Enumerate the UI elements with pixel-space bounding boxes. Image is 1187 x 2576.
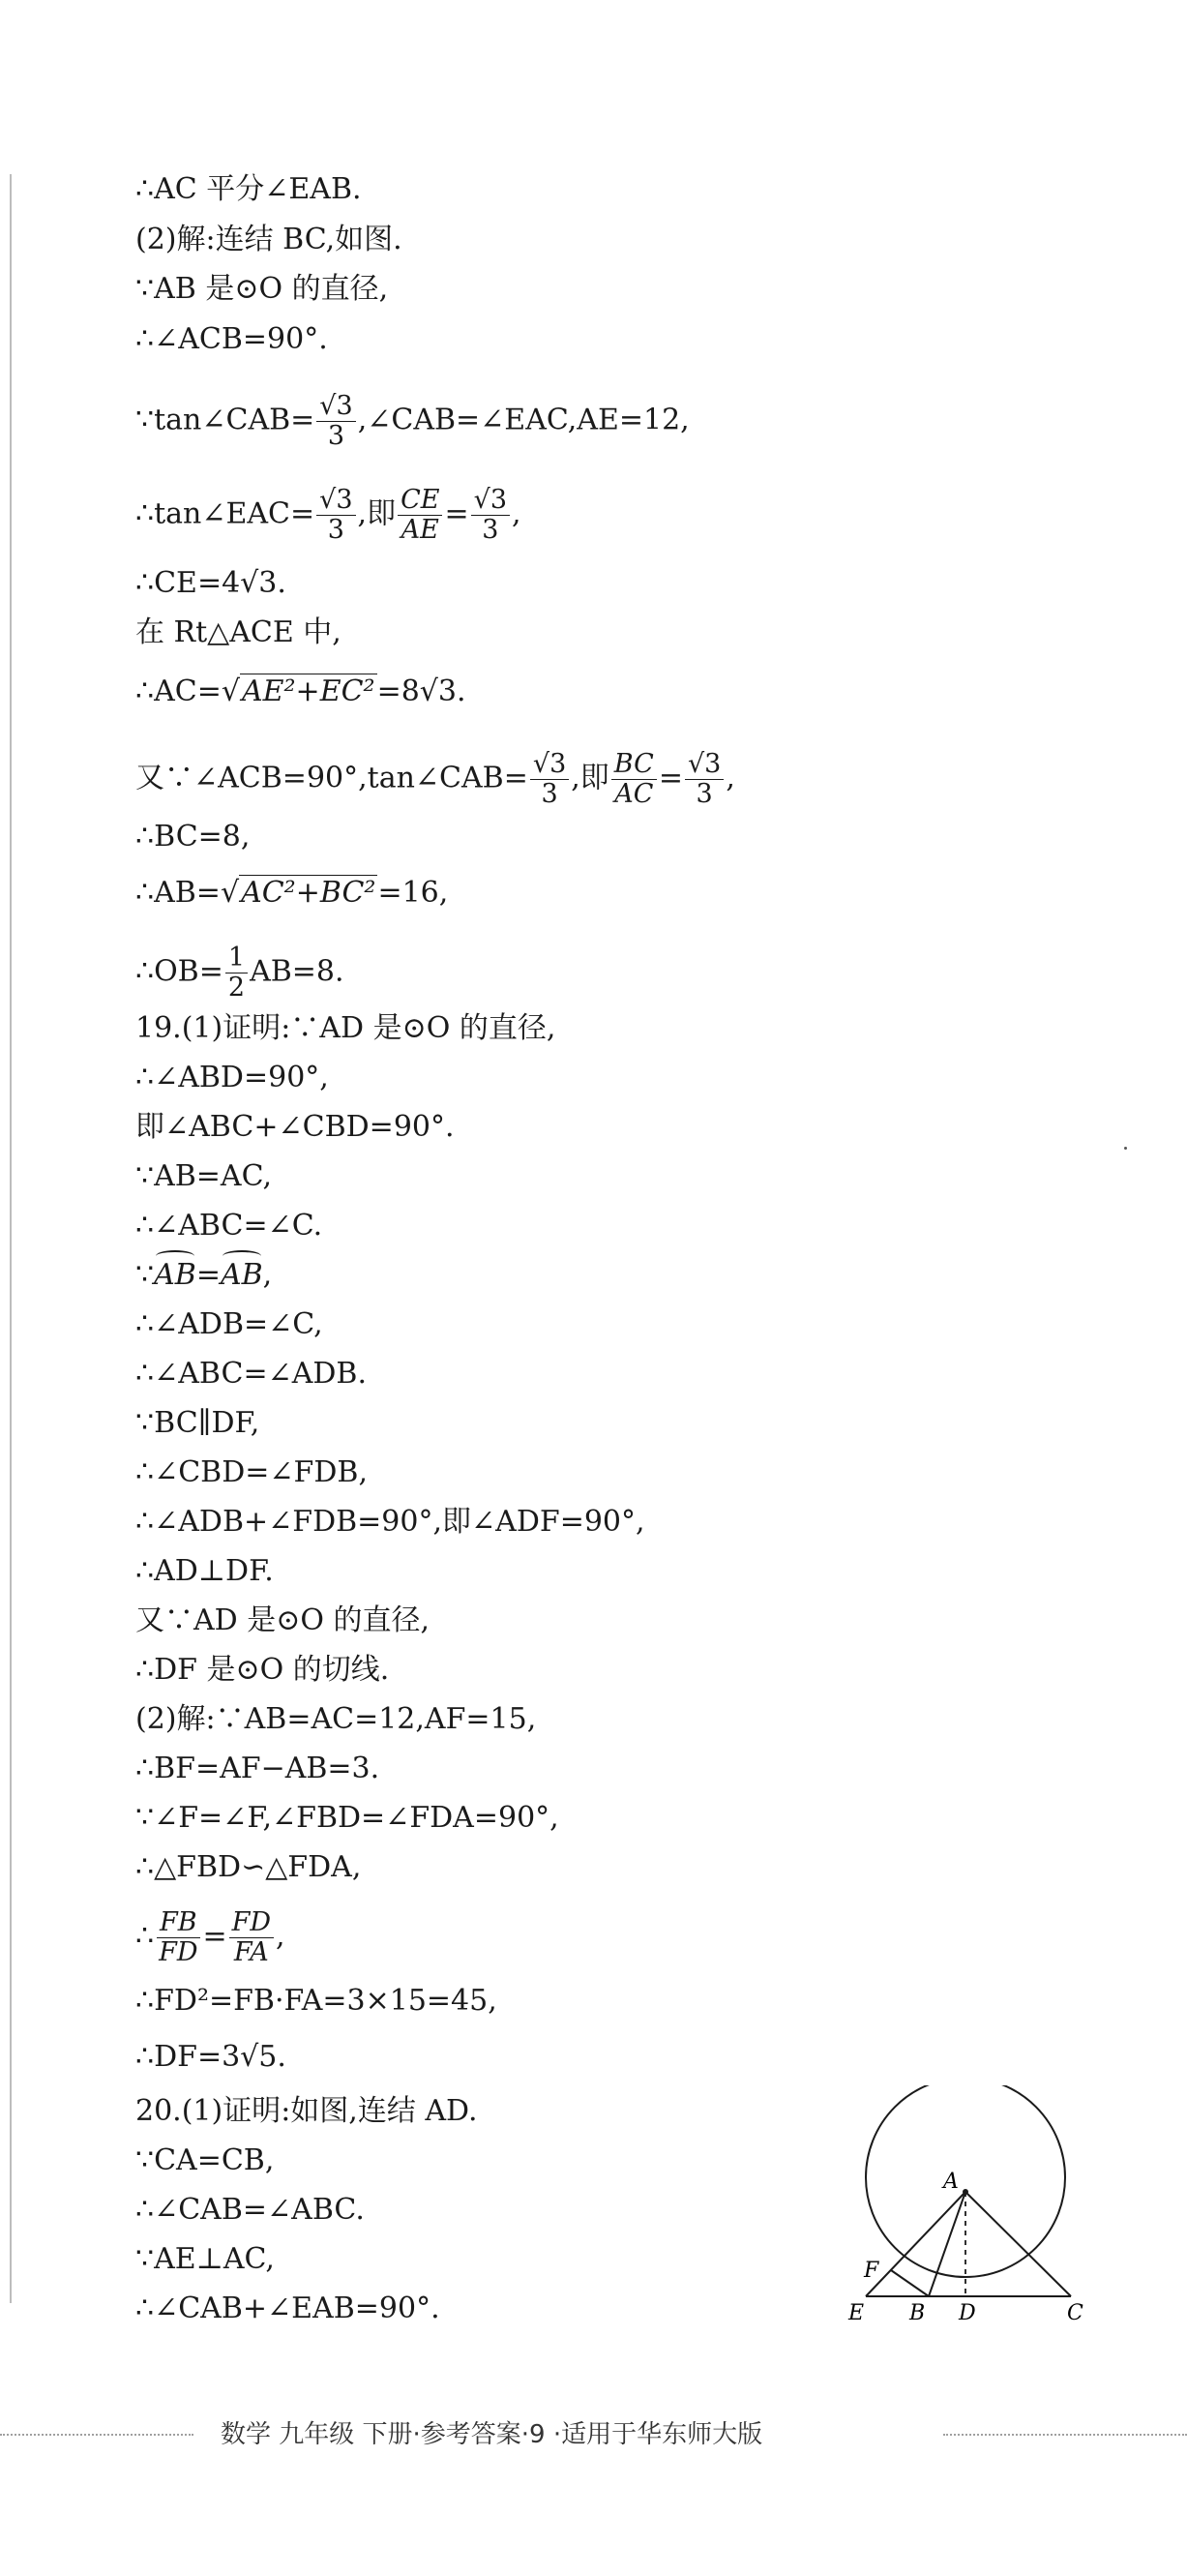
text-line: ∴∠ABD=90°,	[135, 1061, 329, 1094]
circle-o	[866, 2085, 1065, 2277]
footer-text: 数学 九年级 下册·参考答案·9 ·适用于华东师大版	[221, 2420, 763, 2449]
label-a: A	[943, 2170, 959, 2194]
text-line: (2)解:连结 BC,如图.	[135, 223, 402, 256]
text-line: ∴∠ABC=∠C.	[135, 1209, 323, 1243]
text-line	[135, 392, 690, 451]
fraction-numerator: CE	[398, 486, 442, 516]
text-line: ∴BC=8,	[135, 820, 251, 854]
text-line: 在 Rt△ACE 中,	[135, 615, 341, 649]
text-line: ∴AC 平分∠EAB.	[135, 172, 362, 206]
label-f: F	[864, 2259, 879, 2283]
text-line: ∴∠ABC=∠ADB.	[135, 1357, 368, 1391]
label-c: C	[1067, 2301, 1083, 2325]
text-line: ∴∠ADB=∠C,	[135, 1307, 323, 1341]
text-line: ∴∠CBD=∠FDB,	[135, 1455, 368, 1489]
fraction-denominator: FA	[233, 1937, 269, 1967]
text-segment: ∴tan∠EAC=	[135, 496, 315, 531]
text-line: 19.(1)证明:∵AD 是⊙O 的直径,	[135, 1011, 556, 1045]
text-line: (2)解:∵AB=AC=12,AF=15,	[135, 1702, 537, 1736]
text-line	[135, 1258, 272, 1293]
text-line: ∵AE⊥AC,	[135, 2242, 275, 2276]
fraction	[611, 750, 657, 809]
text-segment: ∴	[135, 1919, 155, 1954]
text-line: 20.(1)证明:如图,连结 AD.	[135, 2094, 478, 2128]
text-line: ∴BF=AF−AB=3.	[135, 1752, 380, 1785]
text-segment: =	[202, 1919, 227, 1954]
fraction	[685, 750, 724, 809]
segment-ac	[965, 2192, 1071, 2296]
text-segment: =16,	[377, 876, 449, 910]
fraction-numerator: BC	[611, 750, 657, 780]
fraction	[398, 486, 442, 545]
text-segment: ∴OB=	[135, 954, 223, 989]
square-root: √AC²+BC²	[220, 876, 376, 910]
fraction-denominator: 3	[327, 421, 345, 451]
label-e: E	[848, 2301, 865, 2325]
text-segment: ,即	[571, 761, 609, 795]
text-line: ∴DF 是⊙O 的切线.	[135, 1653, 390, 1687]
text-line: 又∵∠ACB=90°,tan∠CAB= $\frac{√3}{3}$ ,即 $\frac{BC}{AC}$ = $\frac{√3}{3}$ ,	[135, 749, 735, 809]
fraction	[225, 944, 248, 1003]
text-line: ∵AB 是⊙O 的直径,	[135, 272, 389, 306]
text-line	[135, 876, 448, 911]
fraction	[316, 392, 355, 451]
square-root: √AE²+EC²	[221, 674, 375, 708]
point-a-dot	[963, 2189, 968, 2195]
fraction-numerator: √3	[530, 750, 569, 780]
fraction	[530, 750, 569, 809]
fraction	[316, 486, 355, 545]
text-segment: ∴AB=	[135, 876, 221, 910]
segment-ab	[929, 2192, 965, 2296]
fraction-denominator: 3	[696, 779, 713, 809]
geometry-figure	[846, 2085, 1098, 2327]
speck-mark	[1124, 1147, 1127, 1150]
fraction	[471, 486, 510, 545]
fraction-numerator: 1	[225, 944, 248, 973]
text-line	[135, 674, 466, 709]
text-segment: ,∠CAB=∠EAC,AE=12,	[357, 403, 690, 437]
text-line: 即∠ABC+∠CBD=90°.	[135, 1110, 455, 1144]
text-segment: ∵tan∠CAB=	[135, 403, 315, 437]
text-segment: ,	[262, 1258, 273, 1292]
text-line: ∴∠ADB+∠FDB=90°,即∠ADF=90°,	[135, 1505, 645, 1539]
text-line: ∵∠F=∠F,∠FBD=∠FDA=90°,	[135, 1801, 559, 1835]
text-line: ∴AD⊥DF.	[135, 1554, 274, 1588]
radicand: AC²+BC²	[241, 876, 376, 910]
footer-divider-left	[0, 2434, 193, 2436]
text-line: ∴DF=3√5.	[135, 2040, 286, 2074]
fraction-denominator: 3	[541, 779, 558, 809]
text-segment: AB=8.	[250, 954, 344, 989]
radicand: AE²+EC²	[241, 674, 375, 708]
arc-ab: AB	[220, 1258, 263, 1292]
text-line: ∴∠CAB=∠ABC.	[135, 2193, 365, 2227]
fraction-denominator: AE	[401, 515, 439, 545]
text-segment: ,	[726, 761, 735, 795]
text-line: ∵BC∥DF,	[135, 1406, 260, 1440]
segment-ae	[866, 2192, 965, 2296]
page-footer	[0, 2414, 1187, 2453]
fraction-denominator: 2	[227, 973, 246, 1003]
text-line: 又∵AD 是⊙O 的直径,	[135, 1603, 430, 1637]
fraction-numerator: √3	[316, 392, 355, 422]
fraction-numerator: FD	[229, 1908, 274, 1938]
text-line: ∴tan∠EAC= $\frac{√3}{3}$ ,即 $\frac{CE}{AE}$ = $\frac{√3}{3}$ ,	[135, 485, 521, 545]
fraction-denominator: 3	[327, 515, 344, 545]
text-line: ∴FD²=FB·FA=3×15=45,	[135, 1984, 497, 2018]
text-line: ∵CA=CB,	[135, 2143, 275, 2177]
segment-fb	[891, 2270, 929, 2296]
text-line: ∴CE=4√3.	[135, 566, 286, 600]
footer-divider-right	[943, 2434, 1187, 2436]
label-d: D	[959, 2301, 976, 2325]
text-segment: ,	[512, 496, 521, 531]
text-segment: =8√3.	[376, 674, 466, 708]
text-segment: ∵	[135, 1258, 155, 1292]
text-line	[135, 1908, 285, 1967]
text-line: ∴∠ACB=90°.	[135, 322, 328, 356]
label-b: B	[909, 2301, 926, 2325]
fraction	[229, 1908, 274, 1967]
text-segment: ,即	[357, 496, 397, 531]
text-line: ∴∠CAB+∠EAB=90°.	[135, 2291, 440, 2325]
fraction-numerator: √3	[316, 486, 355, 516]
text-line: ∵AB=AC,	[135, 1159, 273, 1193]
text-segment: =	[195, 1258, 221, 1292]
fraction-numerator: √3	[471, 486, 510, 516]
fraction-denominator: AC	[614, 779, 654, 809]
fraction-denominator: 3	[482, 515, 499, 545]
fraction	[156, 1908, 200, 1967]
text-segment: 又∵∠ACB=90°,tan∠CAB=	[135, 761, 528, 795]
fraction-numerator: FB	[157, 1908, 200, 1938]
text-segment: ∴AC=	[135, 674, 222, 708]
arc-ab: AB	[154, 1258, 196, 1292]
fraction-denominator: FD	[159, 1937, 198, 1967]
text-line	[135, 944, 344, 1003]
text-line: ∴△FBD∽△FDA,	[135, 1850, 362, 1884]
page-margin-line	[10, 174, 12, 2303]
text-segment: ,	[276, 1919, 285, 1954]
fraction-numerator: √3	[685, 750, 724, 780]
